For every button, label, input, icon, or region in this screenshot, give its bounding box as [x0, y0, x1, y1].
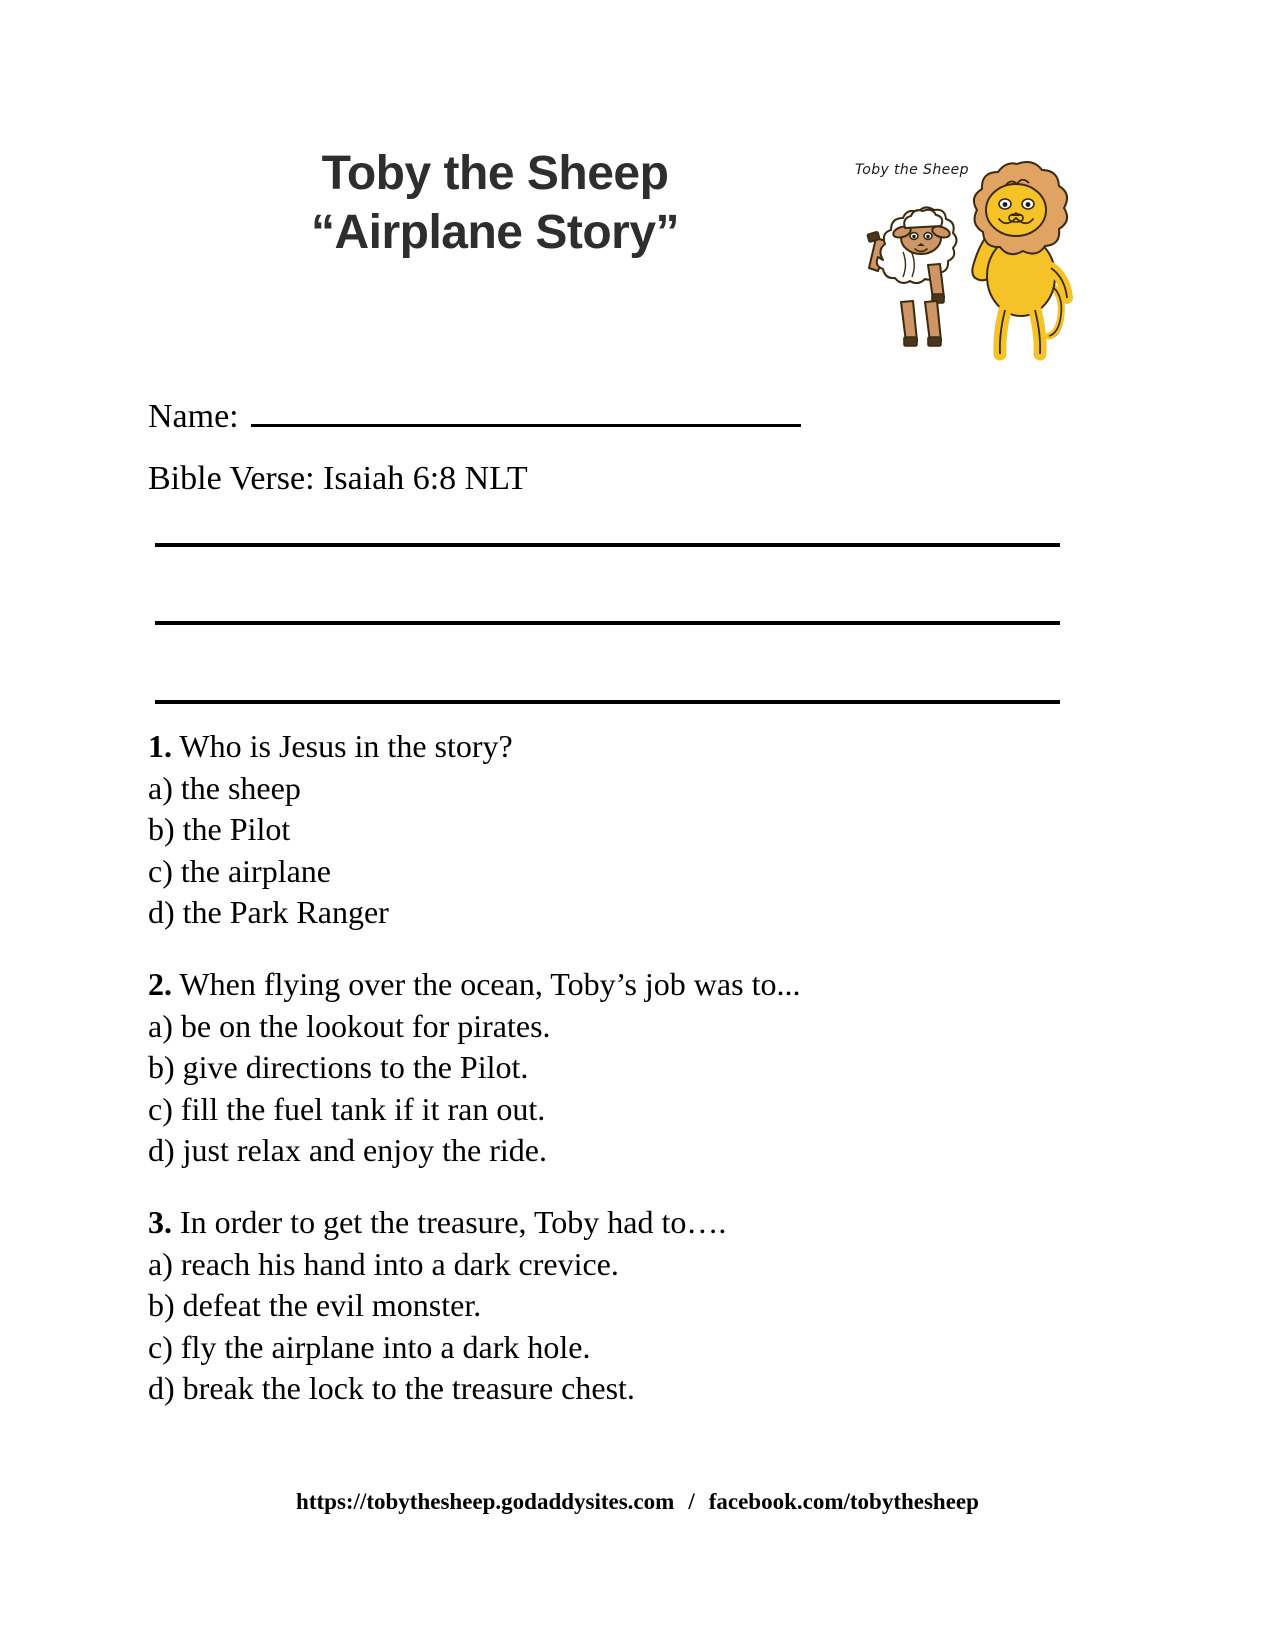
question-number: 2. — [148, 965, 172, 1002]
answer-option[interactable]: c) the airplane — [148, 852, 331, 889]
question-text: When flying over the ocean, Toby’s job was to... — [179, 965, 801, 1002]
answer-option[interactable]: c) fill the fuel tank if it ran out. — [148, 1090, 546, 1127]
answer-line-2[interactable] — [155, 621, 1060, 625]
page-title — [130, 144, 860, 262]
question-prompt — [148, 964, 1098, 1006]
footer-separator: / — [688, 1489, 695, 1514]
answer-option[interactable]: a) be on the lookout for pirates. — [148, 1007, 551, 1044]
name-label: Name: — [148, 398, 239, 435]
footer — [0, 1489, 1275, 1515]
answer-option[interactable]: d) just relax and enjoy the ride. — [148, 1132, 547, 1169]
sheep-character-icon — [867, 207, 956, 346]
page-title-line-2: “Airplane Story” — [310, 206, 680, 260]
lion-character-icon — [972, 162, 1067, 354]
question-text: Who is Jesus in the story? — [179, 728, 513, 764]
bible-verse-label: Bible Verse: Isaiah 6:8 NLT — [148, 460, 528, 497]
facebook-link[interactable]: facebook.com/tobythesheep — [708, 1489, 979, 1514]
question-prompt — [148, 726, 1098, 768]
question-text: In order to get the treasure, Toby had to…. — [180, 1203, 727, 1240]
questions-list — [148, 726, 1098, 1440]
brand-logo-caption: Toby the Sheep — [855, 162, 969, 178]
answer-line-3[interactable] — [155, 700, 1060, 704]
question-block — [148, 726, 1098, 934]
worksheet-header — [0, 132, 1275, 372]
answer-option[interactable]: b) give directions to the Pilot. — [148, 1049, 529, 1086]
answer-option[interactable]: a) the sheep — [148, 769, 301, 806]
brand-logo — [845, 132, 1075, 362]
answer-option[interactable]: a) reach his hand into a dark crevice. — [148, 1245, 619, 1282]
answer-option[interactable]: b) the Pilot — [148, 811, 291, 848]
name-input[interactable] — [251, 386, 801, 427]
page-title-line-1: Toby the Sheep — [321, 147, 669, 200]
logo-characters-illustration — [845, 132, 1075, 362]
answer-option[interactable]: d) break the lock to the treasure chest. — [148, 1370, 635, 1407]
name-row — [148, 386, 801, 434]
question-number: 1. — [148, 728, 172, 764]
website-link[interactable]: https://tobythesheep.godaddysites.com — [296, 1489, 675, 1514]
question-prompt — [148, 1202, 1098, 1244]
question-block — [148, 964, 1098, 1172]
question-block — [148, 1202, 1098, 1410]
answer-option[interactable]: b) defeat the evil monster. — [148, 1287, 482, 1324]
answer-option[interactable]: d) the Park Ranger — [148, 894, 389, 931]
answer-option[interactable]: c) fly the airplane into a dark hole. — [148, 1328, 591, 1365]
answer-line-1[interactable] — [155, 543, 1060, 547]
question-number: 3. — [148, 1203, 172, 1240]
